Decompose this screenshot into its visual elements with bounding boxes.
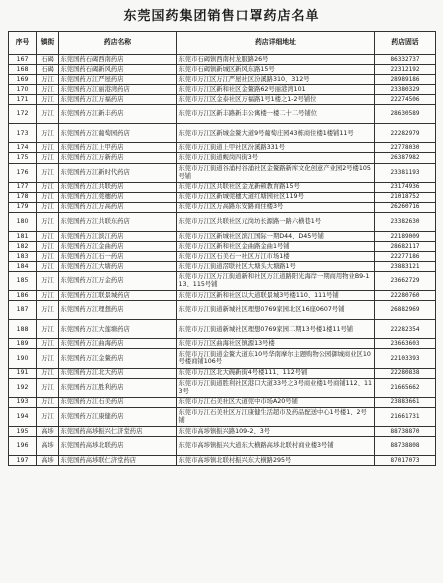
row-number: 180: [9, 212, 37, 231]
table-row: [9, 455, 436, 465]
row-pharmacy-name: 东莞国药万江共联东药店: [59, 212, 177, 231]
row-number: 170: [9, 85, 37, 95]
row-pharmacy-name: 东莞国药万江严屋药店: [59, 75, 177, 85]
row-number: 188: [9, 320, 37, 339]
row-address: 东莞市高埗镇振兴大道东大横路高埗北联村商业楼3号铺: [177, 436, 375, 455]
table-row: [9, 95, 436, 105]
row-town: 万江: [37, 75, 59, 85]
row-phone: 26387982: [375, 153, 436, 163]
table-row: [9, 349, 436, 368]
row-pharmacy-name: 东莞国药万江石一药店: [59, 251, 177, 261]
row-number: 182: [9, 241, 37, 251]
row-number: 187: [9, 301, 37, 320]
row-number: 186: [9, 291, 37, 301]
row-phone: 22282979: [375, 124, 436, 143]
row-pharmacy-name: 东莞国药万江胜利药店: [59, 378, 177, 397]
row-address: 东莞市石碣镇新城区新风东路15号: [177, 65, 375, 75]
row-number: 196: [9, 436, 37, 455]
row-phone: 28630589: [375, 105, 436, 124]
row-town: 石碣: [37, 55, 59, 65]
row-phone: 28682117: [375, 241, 436, 251]
table-row: [9, 85, 436, 95]
row-number: 175: [9, 153, 37, 163]
row-number: 173: [9, 124, 37, 143]
header-no: 序号: [9, 32, 37, 55]
row-number: 194: [9, 407, 37, 426]
pharmacy-table: [8, 31, 436, 466]
row-address: 东莞市石碣镇西南村龙服路26号: [177, 55, 375, 65]
row-address: 东莞市万江街道谷涌村谷涌社区金鳌路新库文化创意产业园2号楼105号铺: [177, 163, 375, 182]
table-row: [9, 272, 436, 291]
document-title: 东莞国药集团销售口罩药店名单: [123, 9, 320, 24]
table-row: [9, 301, 436, 320]
row-number: 171: [9, 95, 37, 105]
row-phone: 22280760: [375, 291, 436, 301]
row-pharmacy-name: 东莞国药万江滨江药店: [59, 231, 177, 241]
row-number: 197: [9, 455, 37, 465]
row-pharmacy-name: 东莞国药万江石美药店: [59, 397, 177, 407]
row-number: 195: [9, 426, 37, 436]
row-phone: 21661731: [375, 407, 436, 426]
row-address: 东莞市万江街道金鳌大道东10号华南摩尔主题购物公园御城商业区10号楼商铺106号: [177, 349, 375, 368]
row-phone: 22274506: [375, 95, 436, 105]
row-phone: 88738870: [375, 426, 436, 436]
row-town: 万江: [37, 231, 59, 241]
row-town: 石碣: [37, 65, 59, 75]
row-town: 万江: [37, 105, 59, 124]
row-pharmacy-name: 东莞国药万江丽港湾药店: [59, 85, 177, 95]
row-number: 185: [9, 272, 37, 291]
table-row: [9, 231, 436, 241]
row-phone: 23381193: [375, 163, 436, 182]
row-address: 东莞市万江石美社区万江康健生活超市及药品配送中心1号楼1、2号铺: [177, 407, 375, 426]
row-town: 万江: [37, 143, 59, 153]
row-town: 万江: [37, 301, 59, 320]
row-number: 174: [9, 143, 37, 153]
row-pharmacy-name: 东莞国药万江康健药店: [59, 407, 177, 426]
table-row: [9, 397, 436, 407]
row-town: 高埗: [37, 426, 59, 436]
row-phone: 23883661: [375, 397, 436, 407]
row-town: 万江: [37, 397, 59, 407]
row-number: 172: [9, 105, 37, 124]
table-row: [9, 251, 436, 261]
table-row: [9, 426, 436, 436]
row-address: 东莞市万江区新和社区金鳌路62号丽港湾101: [177, 85, 375, 95]
row-pharmacy-name: 东莞国药万江金曲药店: [59, 241, 177, 251]
row-town: 万江: [37, 95, 59, 105]
row-number: 178: [9, 192, 37, 202]
row-pharmacy-name: 东莞国药万江上甲药店: [59, 143, 177, 153]
row-address: 东莞市万江区新和社区以大道联景城3号楼110、111号铺: [177, 291, 375, 301]
row-pharmacy-name: 东莞国药万江万新药店: [59, 153, 177, 163]
table-row: [9, 407, 436, 426]
row-pharmacy-name: 东莞国药万江莞穗药店: [59, 192, 177, 202]
row-phone: 22312192: [375, 65, 436, 75]
row-pharmacy-name: 东莞国药万江北大药店: [59, 368, 177, 378]
row-address: 东莞市万江区共联社区元岗坊长源路一路六横巷1号: [177, 212, 375, 231]
row-town: 万江: [37, 378, 59, 397]
row-pharmacy-name: 东莞国药石碣新风药店: [59, 65, 177, 75]
row-town: 万江: [37, 124, 59, 143]
table-row: [9, 320, 436, 339]
header-name: 药店名称: [59, 32, 177, 55]
row-pharmacy-name: 东莞国药万江金鳌药店: [59, 349, 177, 368]
table-row: [9, 241, 436, 251]
table-row: [9, 124, 436, 143]
row-town: 万江: [37, 202, 59, 212]
row-town: 万江: [37, 349, 59, 368]
row-town: 万江: [37, 241, 59, 251]
row-address: 东莞市万江区金泰社区万福路1号1楼之1-2号铺位: [177, 95, 375, 105]
row-town: 万江: [37, 407, 59, 426]
row-town: 万江: [37, 320, 59, 339]
row-number: 176: [9, 163, 37, 182]
row-town: 万江: [37, 153, 59, 163]
row-address: 东莞市万江区万高路东安路商住楼3号: [177, 202, 375, 212]
row-address: 东莞市万江区新丰路新丰公寓楼一楼二十二号铺位: [177, 105, 375, 124]
row-pharmacy-name: 东莞国药万江联景城药店: [59, 291, 177, 301]
row-pharmacy-name: 东莞国药万江新时代药店: [59, 163, 177, 182]
table-row: [9, 339, 436, 349]
row-number: 190: [9, 349, 37, 368]
row-address: 东莞市万江区万江严屋社区汾溪路310、312号: [177, 75, 375, 85]
row-address: 东莞市万江区新和社区金曲路金曲1号铺: [177, 241, 375, 251]
row-phone: 21018752: [375, 192, 436, 202]
row-address: 东莞市万江街道新城社区理想0769家园北区16座0607号铺: [177, 301, 375, 320]
table-body: [9, 55, 436, 466]
row-address: 东莞市万江区新城社区滨江国际一期D44、D45号铺: [177, 231, 375, 241]
row-phone: 87017073: [375, 455, 436, 465]
row-pharmacy-name: 东莞国药高埗联仁济堂药店: [59, 455, 177, 465]
table-row: [9, 75, 436, 85]
row-town: 高埗: [37, 455, 59, 465]
row-number: 189: [9, 339, 37, 349]
row-phone: 22277186: [375, 251, 436, 261]
table-row: [9, 55, 436, 65]
row-pharmacy-name: 东莞国药万江大莲塘药店: [59, 320, 177, 339]
row-address: 东莞市万江区石美石一社区万江市场1楼: [177, 251, 375, 261]
table-row: [9, 105, 436, 124]
row-address: 东莞市高埗镇北联村振兴东大横路295号: [177, 455, 375, 465]
row-phone: 26882969: [375, 301, 436, 320]
row-number: 168: [9, 65, 37, 75]
row-address: 东莞市万江街道胜利社区港口大道33号之3号商业楼1号商铺112、113号: [177, 378, 375, 397]
row-phone: 23883121: [375, 261, 436, 271]
row-number: 169: [9, 75, 37, 85]
row-town: 万江: [37, 85, 59, 95]
row-pharmacy-name: 东莞国药石碣西南药店: [59, 55, 177, 65]
table-header-row: [9, 32, 436, 55]
table-row: [9, 153, 436, 163]
row-phone: 26260716: [375, 202, 436, 212]
row-town: 万江: [37, 368, 59, 378]
row-town: 万江: [37, 192, 59, 202]
table-row: [9, 212, 436, 231]
row-phone: 28989186: [375, 75, 436, 85]
row-pharmacy-name: 东莞国药高埗振兴仁济堂药店: [59, 426, 177, 436]
header-address: 药店详细地址: [177, 32, 375, 55]
row-number: 181: [9, 231, 37, 241]
row-town: 万江: [37, 291, 59, 301]
table-row: [9, 65, 436, 75]
row-pharmacy-name: 东莞国药万江大塘药店: [59, 261, 177, 271]
row-town: 万江: [37, 261, 59, 271]
row-pharmacy-name: 东莞国药万江万金药店: [59, 272, 177, 291]
header-town: 镇街: [37, 32, 59, 55]
row-pharmacy-name: 东莞国药万江万福药店: [59, 95, 177, 105]
row-phone: 22778030: [375, 143, 436, 153]
row-phone: 23662729: [375, 272, 436, 291]
row-town: 万江: [37, 182, 59, 192]
row-address: 东莞市万江区新城莞穗大道红塘园社区119号: [177, 192, 375, 202]
row-address: 东莞市万江区万江街道新和社区万江道路阳光海岸一期商用物业B9-113、115号铺: [177, 272, 375, 291]
row-pharmacy-name: 东莞国药万江新丰药店: [59, 105, 177, 124]
row-address: 东莞市万江街道滘联社区大塘头大塘路1号: [177, 261, 375, 271]
table-row: [9, 143, 436, 153]
row-town: 万江: [37, 163, 59, 182]
row-address: 东莞市万江区共联社区金龙新顿教育路15号: [177, 182, 375, 192]
row-phone: 22280838: [375, 368, 436, 378]
table-row: [9, 192, 436, 202]
row-pharmacy-name: 东莞国药高埗北联药店: [59, 436, 177, 455]
row-number: 193: [9, 397, 37, 407]
row-number: 179: [9, 202, 37, 212]
row-number: 191: [9, 368, 37, 378]
row-phone: 88738808: [375, 436, 436, 455]
row-address: 东莞市万江街道上甲社区汾溪路331号: [177, 143, 375, 153]
table-row: [9, 261, 436, 271]
row-address: 东莞市万江街道新城社区理想0769家园二期13号楼1楼11号铺: [177, 320, 375, 339]
row-address: 东莞市高埗镇振兴路109-2、3号: [177, 426, 375, 436]
table-row: [9, 163, 436, 182]
row-phone: 21665662: [375, 378, 436, 397]
header-phone: 药店固话: [375, 32, 436, 55]
row-number: 192: [9, 378, 37, 397]
row-phone: 22103393: [375, 349, 436, 368]
table-row: [9, 202, 436, 212]
row-pharmacy-name: 东莞国药万江葡萄园药店: [59, 124, 177, 143]
row-pharmacy-name: 东莞国药万江共联药店: [59, 182, 177, 192]
table-row: [9, 436, 436, 455]
row-town: 万江: [37, 339, 59, 349]
row-phone: 23380329: [375, 85, 436, 95]
row-address: 东莞市万江区新城金鳌大道9号葡萄庄园43栋商住楼1楼铺11号: [177, 124, 375, 143]
row-phone: 23663603: [375, 339, 436, 349]
table-row: [9, 368, 436, 378]
row-pharmacy-name: 东莞国药万江万高药店: [59, 202, 177, 212]
row-town: 万江: [37, 212, 59, 231]
row-address: 东莞市万江区曲海社区镇源13号楼: [177, 339, 375, 349]
row-number: 177: [9, 182, 37, 192]
row-pharmacy-name: 东莞国药万江理想药店: [59, 301, 177, 320]
row-phone: 86332737: [375, 55, 436, 65]
row-address: 东莞市万江街道蚬岗四街3号: [177, 153, 375, 163]
table-row: [9, 291, 436, 301]
table-row: [9, 182, 436, 192]
row-phone: 22282354: [375, 320, 436, 339]
row-phone: 23382630: [375, 212, 436, 231]
row-pharmacy-name: 东莞国药万江曲海药店: [59, 339, 177, 349]
row-phone: 22189009: [375, 231, 436, 241]
row-number: 184: [9, 261, 37, 271]
row-number: 167: [9, 55, 37, 65]
row-number: 183: [9, 251, 37, 261]
row-town: 万江: [37, 272, 59, 291]
row-town: 万江: [37, 251, 59, 261]
row-phone: 23174936: [375, 182, 436, 192]
table-row: [9, 378, 436, 397]
row-address: 东莞市万江区北大碗新街4号楼111、112号铺: [177, 368, 375, 378]
row-town: 高埗: [37, 436, 59, 455]
row-address: 东莞市万江石美社区大道莞中市场A20号铺: [177, 397, 375, 407]
